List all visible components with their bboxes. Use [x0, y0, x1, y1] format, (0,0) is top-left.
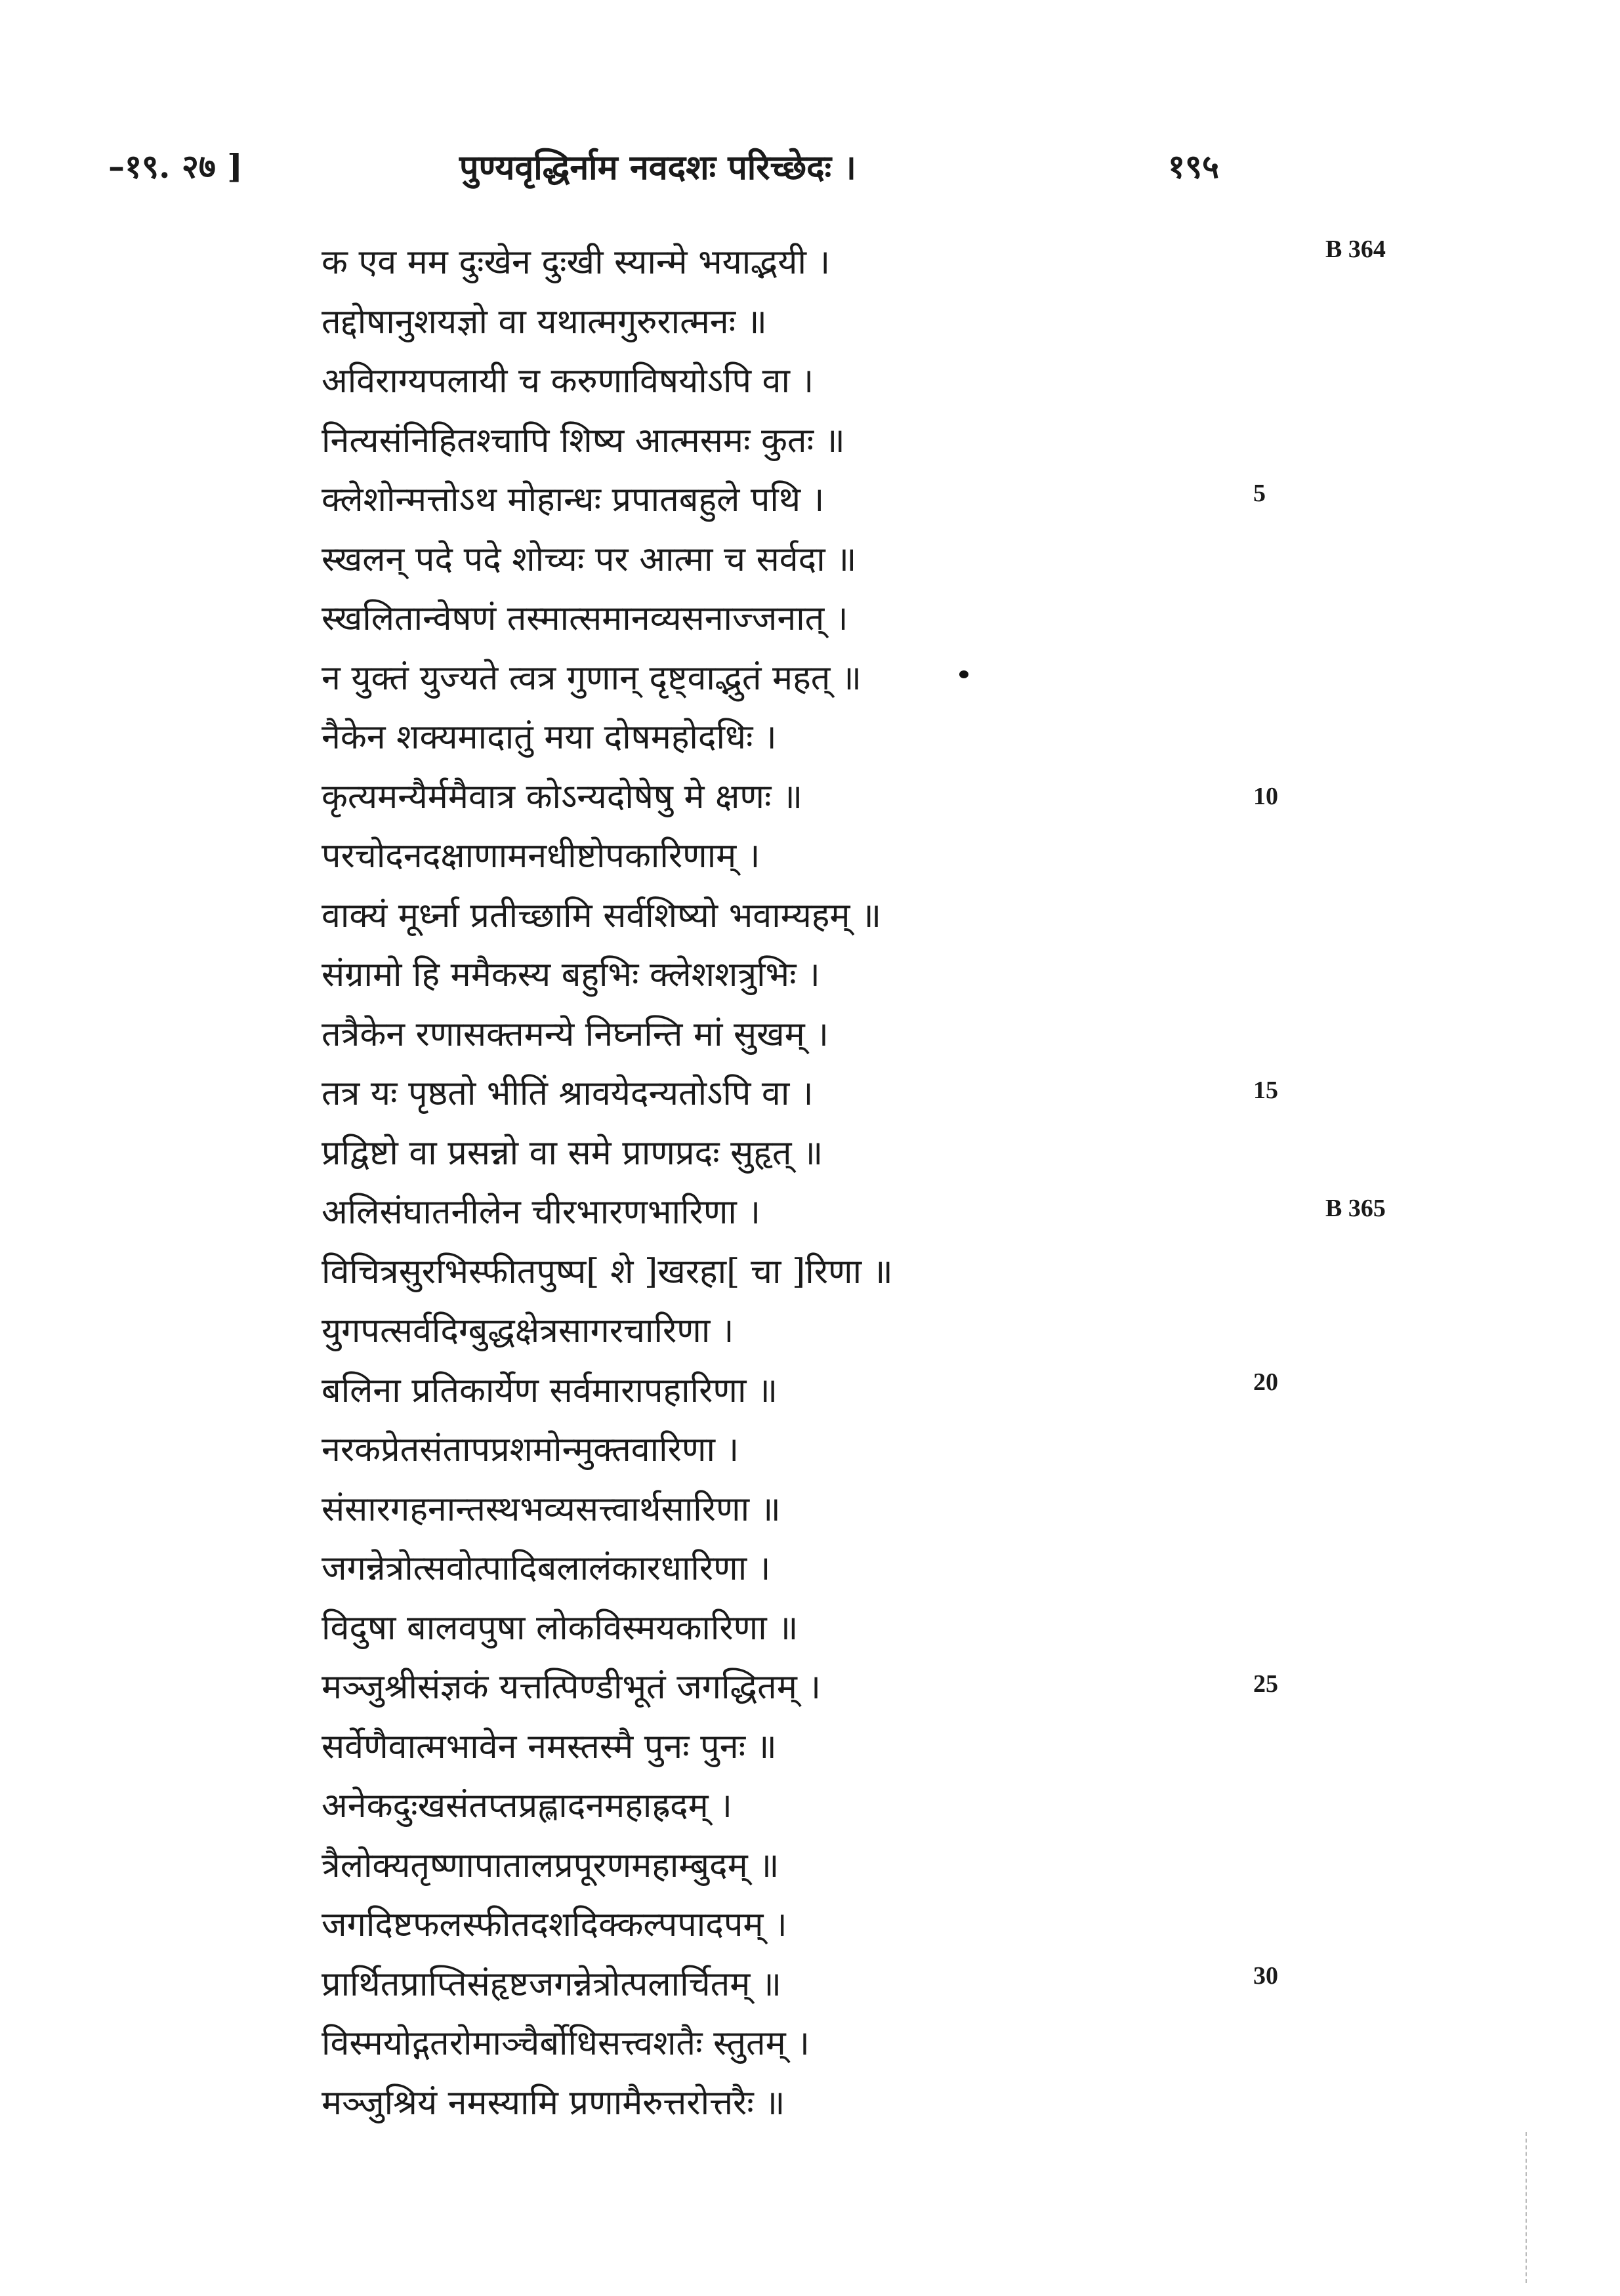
line-number-5: 5	[1253, 480, 1266, 507]
verse-line: प्रार्थितप्राप्तिसंहृष्टजगन्नेत्रोत्पलार्चितम् ॥	[322, 1964, 782, 2004]
verse-line: मञ्जुश्रियं नमस्यामि प्रणामैरुत्तरोत्तरैः ॥	[322, 2083, 785, 2123]
verse-line: स्खलन् पदे पदे शोच्यः पर आत्मा च सर्वदा ॥	[322, 539, 857, 579]
line-number-15: 15	[1253, 1076, 1278, 1104]
verse-line: त्रैलोक्यतृष्णापातालप्रपूरणमहाम्बुदम् ॥	[322, 1845, 779, 1885]
verse-line: विचित्रसुरभिस्फीतपुष्प[ शे ]खरहा[ चा ]रिणा ॥	[322, 1252, 893, 1292]
verse-line: नित्यसंनिहितश्चापि शिष्य आत्मसमः कुतः ॥	[322, 420, 845, 461]
verse-line: संसारगहनान्तस्थभव्यसत्त्वार्थसारिणा ॥	[322, 1489, 781, 1529]
verse-line: विदुषा बालवपुषा लोकविस्मयकारिणा ॥	[322, 1608, 799, 1648]
verse-line: अनेकदुःखसंतप्तप्रह्लादनमहाह्रदम् ।	[322, 1786, 732, 1826]
margin-ref-b365: B 365	[1325, 1195, 1386, 1222]
verse-line: क एव मम दुःखेन दुःखी स्यान्मे भयाद्भयी ।	[322, 243, 831, 282]
line-number-10: 10	[1253, 783, 1278, 810]
verse-line: तत्र यः पृष्ठतो भीतिं श्रावयेदन्यतोऽपि वा ।	[322, 1074, 814, 1113]
scan-edge-mark	[1526, 2132, 1528, 2283]
verse-line: नैकेन शक्यमादातुं मया दोषमहोदधिः ।	[322, 718, 777, 757]
verse-line: मञ्जुश्रीसंज्ञकं यत्तत्पिण्डीभूतं जगद्धितम् ।	[322, 1668, 821, 1707]
verse-line: अविराग्यपलायी च करुणाविषयोऽपि वा ।	[322, 361, 814, 401]
verse-line: जगदिष्टफलस्फीतदशदिक्कल्पपादपम् ।	[322, 1905, 787, 1944]
page-header	[0, 143, 1620, 195]
margin-ref-b364: B 364	[1325, 236, 1386, 263]
verse-line: स्खलितान्वेषणं तस्मात्समानव्यसनाज्जनात् ।	[322, 599, 848, 638]
verse-line: क्लेशोन्मत्तोऽथ मोहान्धः प्रपातबहुले पथि ।	[322, 480, 825, 520]
verse-line: विस्मयोद्गतरोमाञ्चैर्बोधिसत्त्वशतैः स्तुतम् ।	[322, 2024, 810, 2063]
verse-line: अलिसंघातनीलेन चीरभारणभारिणा ।	[322, 1193, 761, 1232]
verse-line: वाक्यं मूर्ध्ना प्रतीच्छामि सर्वशिष्यो भवाम्यहम् ॥	[322, 895, 882, 935]
verse-line: संग्रामो हि ममैकस्य बहुभिः क्लेशशत्रुभिः ।	[322, 955, 820, 994]
verse-line: नरकप्रेतसंतापप्रशमोन्मुक्तवारिणा ।	[322, 1430, 739, 1469]
verse-line: कृत्यमन्यैर्ममैवात्र कोऽन्यदोषेषु मे क्षणः ॥	[322, 777, 803, 817]
verse-range-ref: –१९. २७ ]	[108, 147, 243, 186]
page-number: १९५	[1168, 147, 1219, 186]
verse-line: परचोदनदक्षाणामनधीष्टोपकारिणाम् ।	[322, 836, 760, 876]
line-number-25: 25	[1253, 1670, 1278, 1698]
verse-line: तद्दोषानुशयज्ञो वा यथात्मगुरुरात्मनः ॥	[322, 302, 767, 342]
verse-line: जगन्नेत्रोत्सवोत्पादिबलालंकारधारिणा ।	[322, 1549, 771, 1588]
line-number-20: 20	[1253, 1368, 1278, 1396]
line-number-30: 30	[1253, 1962, 1278, 1990]
verse-line: न युक्तं युज्यते त्वत्र गुणान् दृष्ट्वाद्भुतं महत् ॥	[322, 658, 862, 698]
verse-line: सर्वेणैवात्मभावेन नमस्तस्मै पुनः पुनः ॥	[322, 1727, 777, 1767]
ink-speck	[959, 670, 968, 678]
verse-line: तत्रैकेन रणासक्तमन्ये निघ्नन्ति मां सुखम् ।	[322, 1014, 829, 1054]
verse-block	[322, 233, 1306, 2133]
verse-line: युगपत्सर्वदिग्बुद्धक्षेत्रसागरचारिणा ।	[322, 1311, 734, 1351]
verse-line: बलिना प्रतिकार्येण सर्वमारापहारिणा ॥	[322, 1370, 778, 1410]
chapter-title: पुण्यवृद्धिर्नाम नवदशः परिच्छेदः ।	[459, 148, 856, 188]
verse-line: प्रद्विष्टो वा प्रसन्नो वा समे प्राणप्रदः सुहृत् ॥	[322, 1133, 823, 1173]
